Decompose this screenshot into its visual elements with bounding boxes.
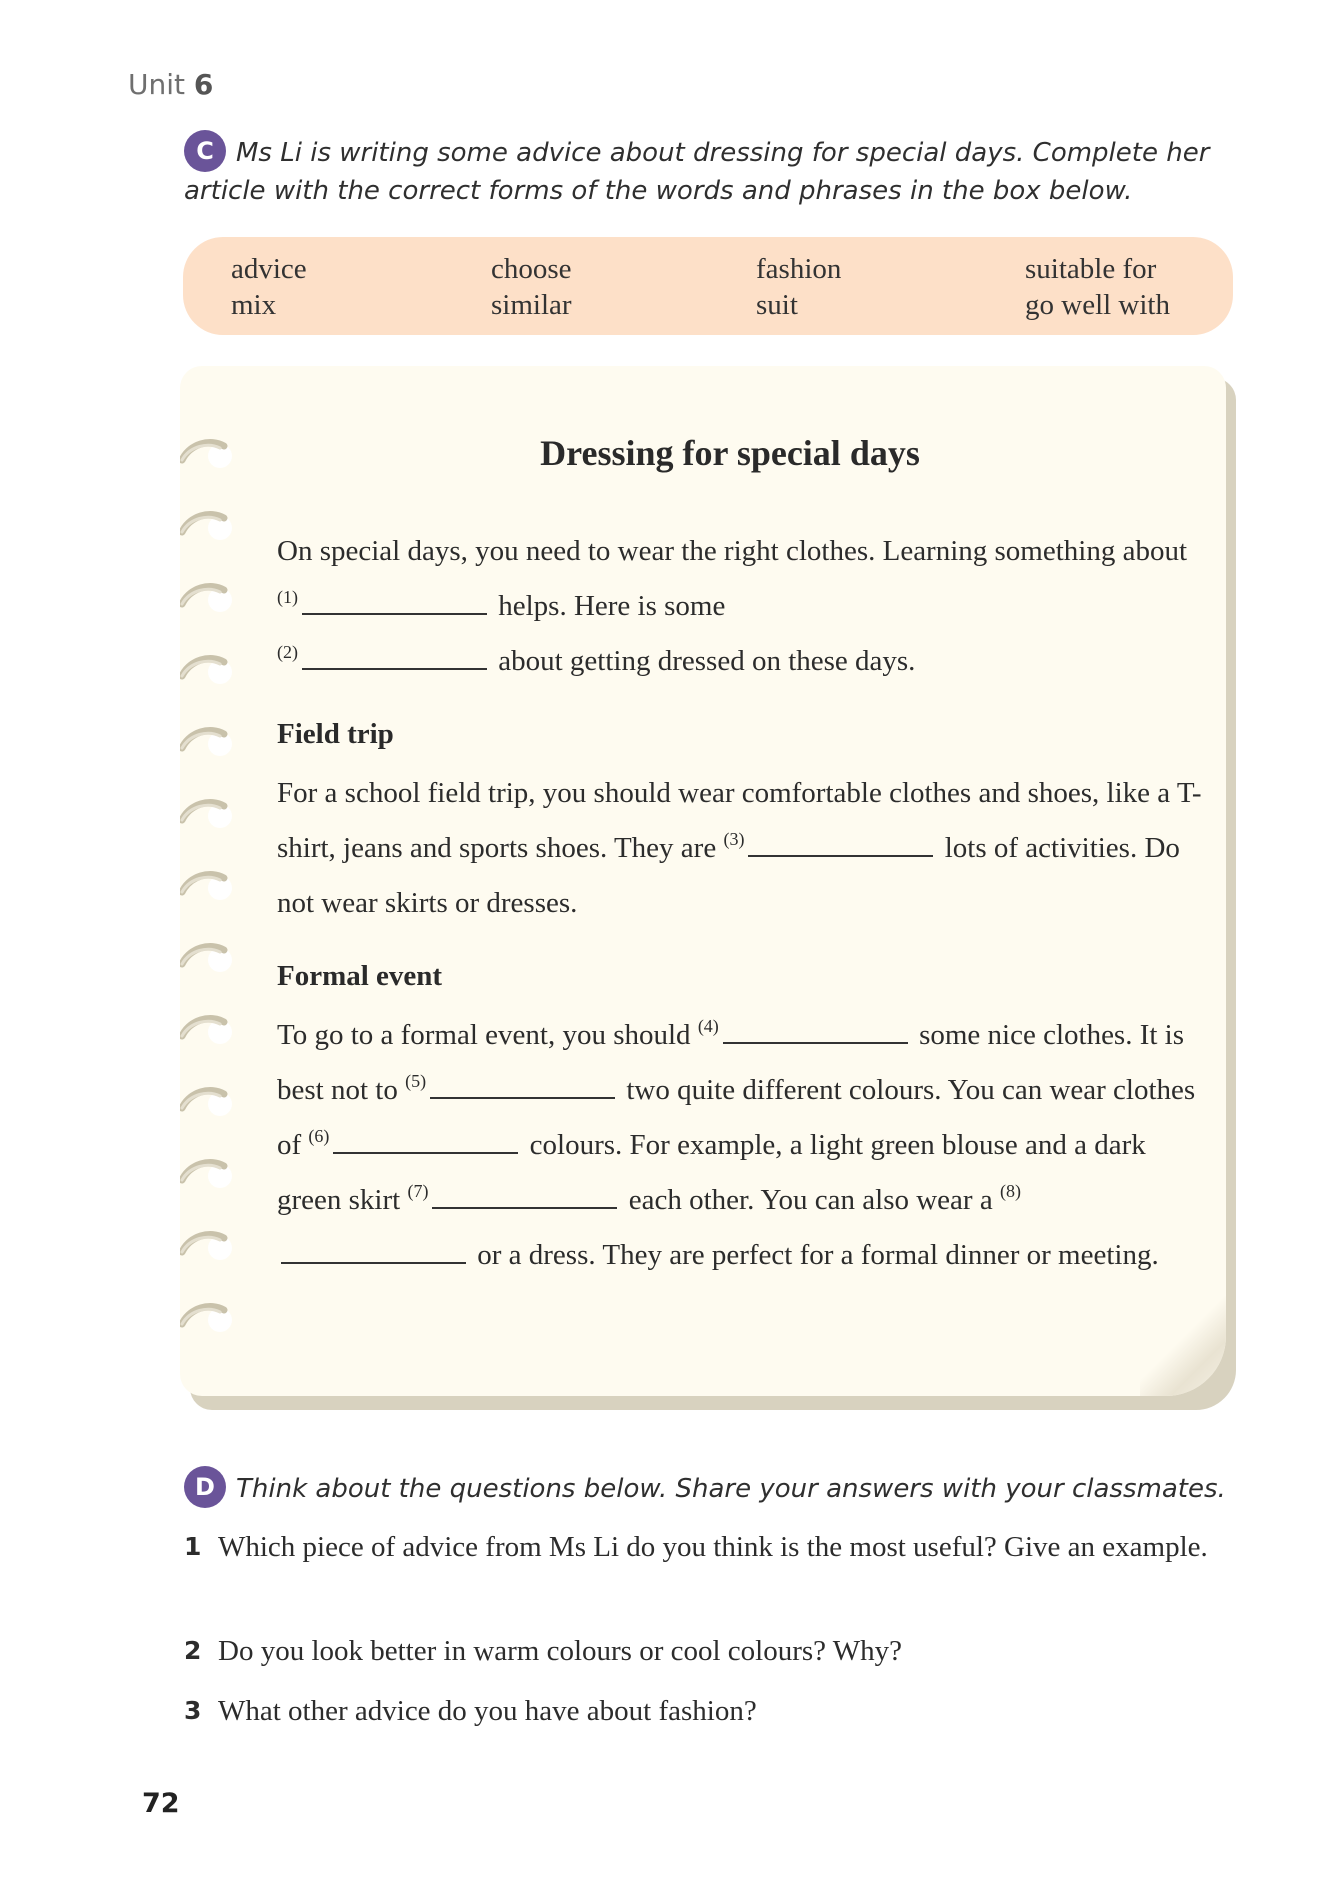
unit-number: 6 [193, 68, 214, 101]
answer-blank-7[interactable] [432, 1181, 617, 1209]
binding-ring [180, 652, 240, 688]
article-intro: On special days, you need to wear the right clothes. Learning something about $^{(1)}$ helps. Here is some $^{(2)}$ about getting dressed on these days. [277, 535, 1188, 677]
question-1 [184, 1524, 1214, 1570]
word-column-4 [1025, 251, 1170, 323]
question-number: 1 [184, 1532, 202, 1561]
article-title: Dressing for special days [540, 433, 920, 473]
word-item: fashion [756, 253, 842, 285]
word-item: similar [491, 289, 572, 321]
question-text: What other advice do you have about fashion? [218, 1695, 757, 1727]
binding-ring [180, 436, 240, 472]
section-d-instructions: D Think about the questions below. Share your answers with your classmates. [184, 1470, 1244, 1508]
answer-blank-6[interactable] [333, 1126, 518, 1154]
word-item: choose [491, 253, 572, 285]
binding-ring [180, 868, 240, 904]
binding-ring [180, 1228, 240, 1264]
answer-blank-2[interactable] [302, 642, 487, 670]
word-item: mix [231, 289, 277, 321]
word-item: suit [756, 289, 798, 321]
word-box [183, 237, 1233, 335]
word-column-3 [756, 251, 841, 323]
answer-blank-1[interactable] [302, 587, 487, 615]
word-item: suitable for [1025, 253, 1157, 285]
answer-blank-5[interactable] [430, 1071, 615, 1099]
section-c-badge: C [184, 130, 226, 172]
unit-label: Unit 6 [128, 68, 214, 101]
binding-ring [180, 1156, 240, 1192]
binding-ring [180, 1300, 240, 1336]
binding-ring [180, 940, 240, 976]
binding-ring [180, 796, 240, 832]
answer-blank-8[interactable] [281, 1236, 466, 1264]
binding-ring [180, 508, 240, 544]
binding-ring [180, 1012, 240, 1048]
page-number: 72 [142, 1788, 180, 1819]
question-number: 3 [184, 1696, 202, 1725]
question-2 [184, 1628, 1214, 1674]
formal-event-paragraph: To go to a formal event, you should $^{(4)}$ some nice clothes. It is best not to $^{(5)}$ two quite different colours. You can wear clothes of $^{(6)}$ colours. For example, a light green blouse and a dark green skirt $^{(7)}$ each other. You can also wear a $^{(8)}$ or a dress. They are perfect for a formal dinner or meeting. [277, 1016, 1196, 1271]
section-c-instructions: C Ms Li is writing some advice about dressing for special days. Complete her article with the correct forms of the words and phrases in the box below. [184, 134, 1244, 210]
field-trip-paragraph: For a school field trip, you should wear comfortable clothes and shoes, like a T-shirt, jeans and sports shoes. They are $^{(3)}$ lots of activities. Do not wear skirts or dresses. [277, 777, 1202, 919]
formal-event-heading: Formal event [277, 960, 443, 992]
answer-blank-3[interactable] [748, 829, 933, 857]
binding-ring [180, 580, 240, 616]
word-column-2 [491, 251, 572, 323]
answer-blank-4[interactable] [723, 1016, 908, 1044]
word-item: advice [231, 253, 307, 285]
binding-ring [180, 724, 240, 760]
question-3 [184, 1688, 1214, 1734]
binding-ring [180, 1084, 240, 1120]
word-column-1 [231, 251, 307, 323]
field-trip-heading: Field trip [277, 718, 394, 750]
question-text: Do you look better in warm colours or cool colours? Why? [218, 1635, 903, 1667]
question-number: 2 [184, 1636, 202, 1665]
word-item: go well with [1025, 289, 1170, 321]
section-d-badge: D [184, 1466, 226, 1508]
question-text: Which piece of advice from Ms Li do you think is the most useful? Give an example. [218, 1531, 1208, 1563]
